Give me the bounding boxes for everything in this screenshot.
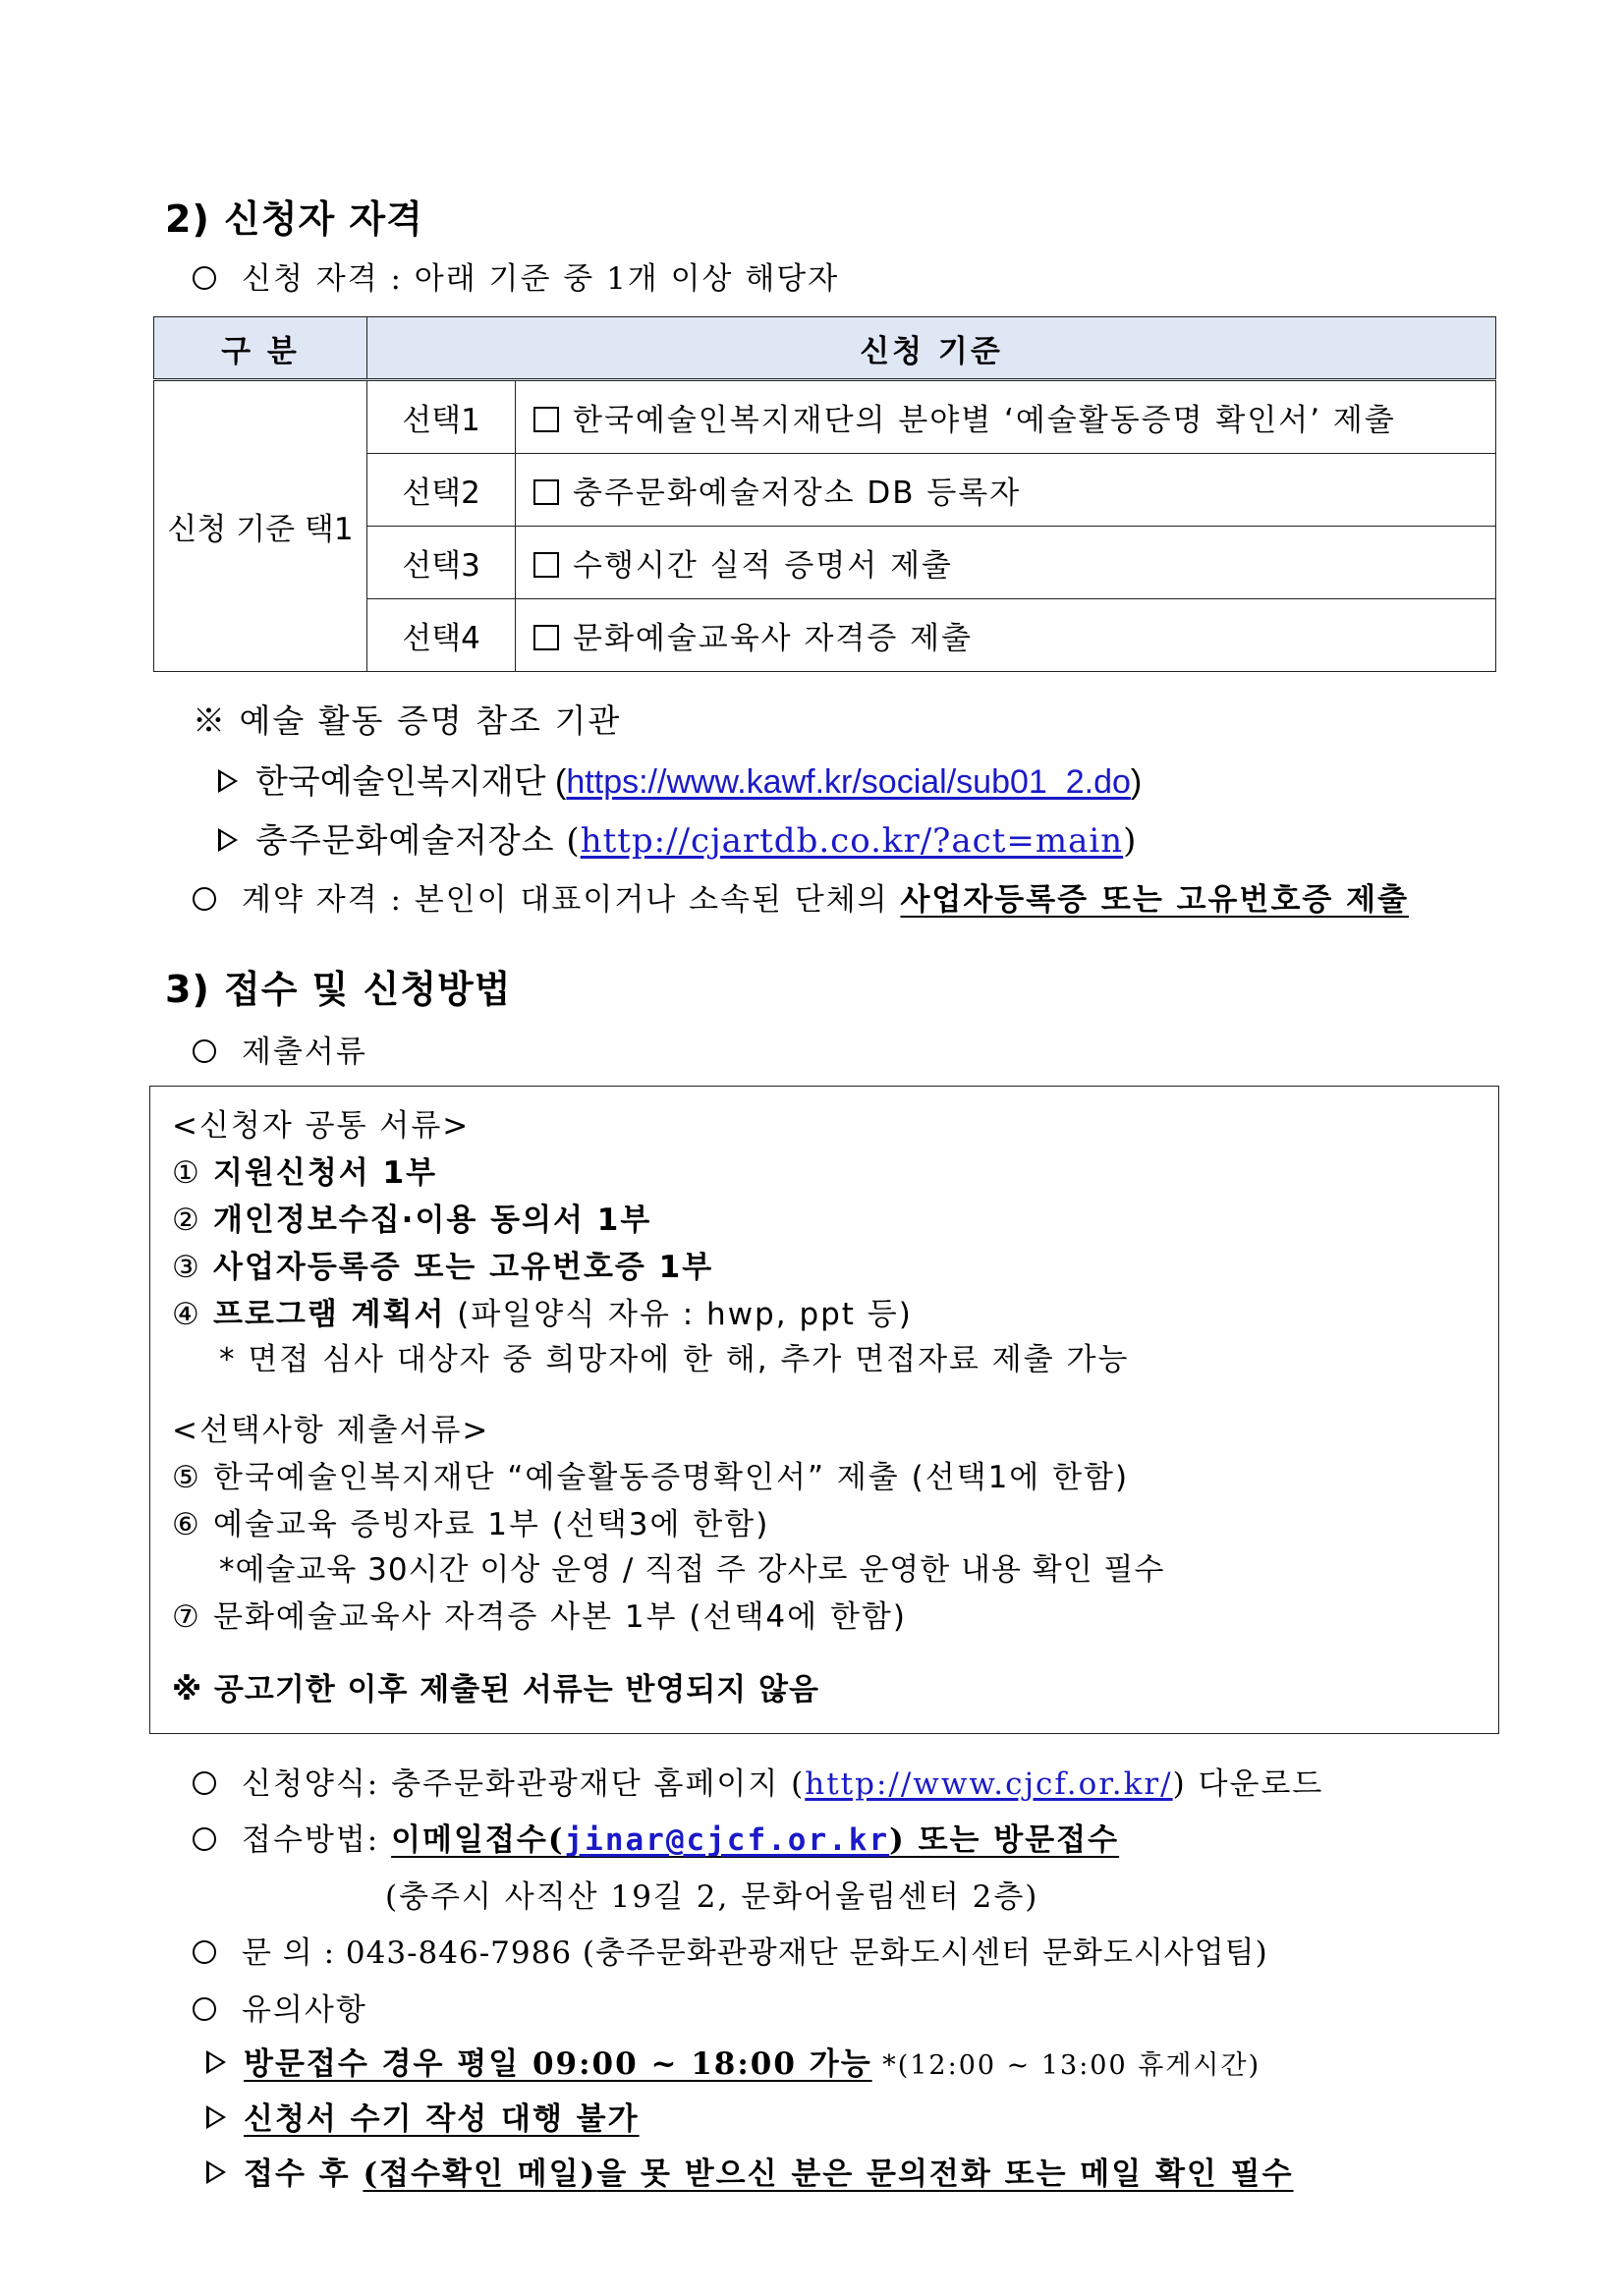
- option-desc: 충주문화예술저장소 DB 등록자: [516, 454, 1496, 527]
- header-criteria: 신청 기준: [367, 317, 1496, 380]
- common-docs-title: <신청자 공통 서류>: [172, 1108, 471, 1144]
- documents-box: [149, 1086, 1499, 1734]
- section-heading-2: 2) 신청자 자격: [165, 197, 423, 241]
- doc-item: ④ 프로그램 계획서 (파일양식 자유 : hwp, ppt 등): [172, 1297, 913, 1332]
- category-cell: 신청 기준 택1: [154, 380, 367, 672]
- triangle-bullet-icon: [206, 2160, 226, 2184]
- email-link[interactable]: jinar@cjcf.or.kr: [564, 1822, 890, 1858]
- checkbox-icon: [533, 407, 559, 432]
- option-label: 선택2: [367, 454, 516, 527]
- interview-note: * 면접 심사 대상자 중 희망자에 한 해, 추가 면접자료 제출 가능: [219, 1342, 1130, 1377]
- checkbox-icon: [533, 552, 559, 578]
- option-label: 선택3: [367, 527, 516, 599]
- note-1: 방문접수 경우 평일 09:00 ~ 18:00 가능 *(12:00 ~ 13:00 휴게시간): [206, 2039, 1260, 2083]
- option-desc: 수행시간 실적 증명서 제출: [516, 527, 1496, 599]
- reference-title: ※ 예술 활동 증명 참조 기관: [193, 701, 622, 740]
- checkbox-icon: [533, 625, 559, 650]
- circle-bullet-icon: [193, 1940, 216, 1964]
- note-2: 신청서 수기 작성 대행 불가: [206, 2094, 640, 2138]
- doc-item: ⑥ 예술교육 증빙자료 1부 (선택3에 한함): [172, 1507, 770, 1542]
- deadline-note: ※ 공고기한 이후 제출된 서류는 반영되지 않음: [172, 1672, 819, 1708]
- triangle-bullet-icon: [218, 769, 238, 793]
- circle-bullet-icon: [193, 1039, 216, 1063]
- option-desc: 문화예술교육사 자격증 제출: [516, 599, 1496, 672]
- checkbox-icon: [533, 479, 559, 505]
- triangle-bullet-icon: [218, 828, 238, 852]
- note-3: 접수 후 (접수확인 메일)을 못 받으신 분은 문의전화 또는 메일 확인 필수: [206, 2149, 1294, 2193]
- doc-item: ① 지원신청서 1부: [172, 1155, 438, 1191]
- criteria-table: [153, 316, 1496, 672]
- option-desc: 한국예술인복지재단의 분야별 ‘예술활동증명 확인서’ 제출: [516, 380, 1496, 454]
- doc-item: ⑤ 한국예술인복지재단 “예술활동증명확인서” 제출 (선택1에 한함): [172, 1460, 1130, 1495]
- doc-item: ② 개인정보수집·이용 동의서 1부: [172, 1203, 652, 1238]
- reference-2: 충주문화예술저장소 (http://cjartdb.co.kr/?act=main): [218, 813, 1137, 862]
- method-line: 접수방법: 이메일접수(jinar@cjcf.or.kr) 또는 방문접수: [193, 1815, 1119, 1859]
- docs-label: 제출서류: [193, 1027, 367, 1071]
- triangle-bullet-icon: [206, 2050, 226, 2074]
- doc-note: *예술교육 30시간 이상 운영 / 직접 주 강사로 운영한 내용 확인 필수: [219, 1552, 1165, 1588]
- option-label: 선택1: [367, 380, 516, 454]
- reference-link-2[interactable]: http://cjartdb.co.kr/?act=main: [580, 821, 1124, 861]
- triangle-bullet-icon: [206, 2105, 226, 2129]
- circle-bullet-icon: [193, 887, 216, 911]
- option-label: 선택4: [367, 599, 516, 672]
- circle-bullet-icon: [193, 1771, 216, 1795]
- header-category: 구 분: [154, 317, 367, 380]
- contract-emphasis: 사업자등록증 또는 고유번호증 제출: [900, 882, 1410, 918]
- doc-item: ③ 사업자등록증 또는 고유번호증 1부: [172, 1250, 714, 1285]
- form-line: 신청양식: 충주문화관광재단 홈페이지 (http://www.cjcf.or.kr/) 다운로드: [193, 1759, 1323, 1803]
- homepage-link[interactable]: http://www.cjcf.or.kr/: [805, 1766, 1173, 1802]
- inquiry-line: 문 의 : 043-846-7986 (충주문화관광재단 문화도시센터 문화도시사업팀): [193, 1928, 1268, 1972]
- address-line: (충주시 사직산 19길 2, 문화어울림센터 2층): [385, 1879, 1039, 1915]
- reference-link-1[interactable]: https://www.kawf.kr/social/sub01_2.do: [566, 763, 1131, 801]
- qualification-text: 신청 자격 : 아래 기준 중 1개 이상 해당자: [242, 261, 840, 297]
- section-heading-3: 3) 접수 및 신청방법: [165, 968, 512, 1011]
- optional-docs-title: <선택사항 제출서류>: [172, 1413, 490, 1448]
- notes-label: 유의사항: [193, 1985, 367, 2029]
- reference-1: 한국예술인복지재단 (https://www.kawf.kr/social/sub01_2.do): [218, 755, 1142, 803]
- contract-line: 계약 자격 : 본인이 대표이거나 소속된 단체의 사업자등록증 또는 고유번호증 제출: [193, 874, 1409, 919]
- circle-bullet-icon: [193, 1827, 216, 1851]
- qualification-line: [193, 253, 839, 298]
- doc-item: ⑦ 문화예술교육사 자격증 사본 1부 (선택4에 한함): [172, 1599, 907, 1635]
- circle-bullet-icon: [193, 266, 216, 290]
- circle-bullet-icon: [193, 1997, 216, 2021]
